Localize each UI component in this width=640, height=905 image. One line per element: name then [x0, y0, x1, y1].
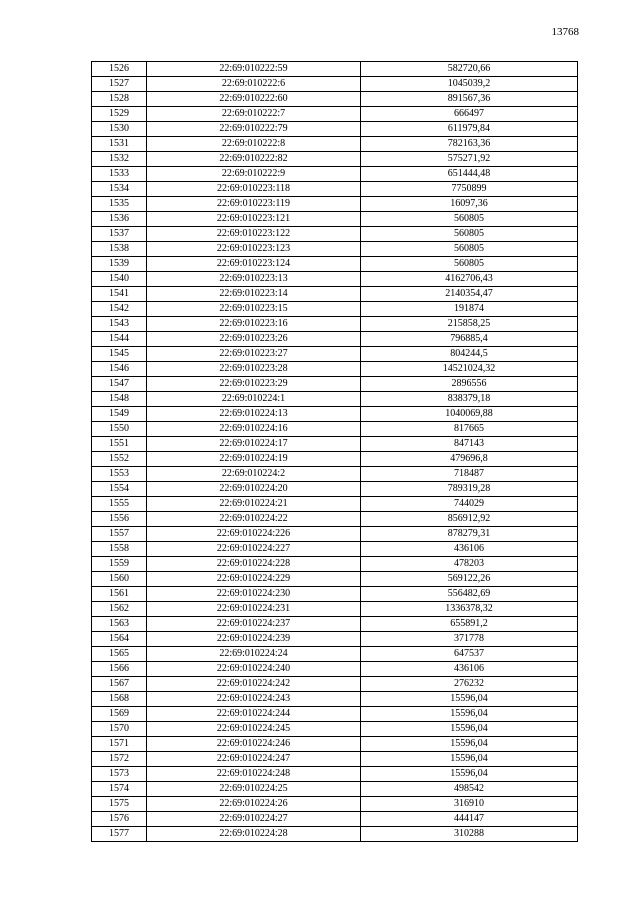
cadastral-value-cell: 804244,5 [361, 347, 578, 362]
row-number-cell: 1552 [92, 452, 147, 467]
cadastral-number-cell: 22:69:010224:1 [147, 392, 361, 407]
table-row [92, 377, 578, 392]
row-number-cell: 1560 [92, 572, 147, 587]
table-row [92, 362, 578, 377]
cadastral-value-cell: 817665 [361, 422, 578, 437]
cadastral-value-cell: 575271,92 [361, 152, 578, 167]
cadastral-value-cell: 838379,18 [361, 392, 578, 407]
cadastral-value-cell: 478203 [361, 557, 578, 572]
cadastral-value-cell: 782163,36 [361, 137, 578, 152]
cadastral-number-cell: 22:69:010224:248 [147, 767, 361, 782]
cadastral-number-cell: 22:69:010222:6 [147, 77, 361, 92]
row-number-cell: 1543 [92, 317, 147, 332]
cadastral-value-cell: 15596,04 [361, 692, 578, 707]
row-number-cell: 1541 [92, 287, 147, 302]
cadastral-value-cell: 651444,48 [361, 167, 578, 182]
cadastral-value-cell: 15596,04 [361, 767, 578, 782]
cadastral-value-cell: 582720,66 [361, 62, 578, 77]
table-body [92, 62, 578, 842]
row-number-cell: 1554 [92, 482, 147, 497]
cadastral-value-cell: 2140354,47 [361, 287, 578, 302]
table-row [92, 662, 578, 677]
row-number-cell: 1550 [92, 422, 147, 437]
table-row [92, 737, 578, 752]
cadastral-value-cell: 1336378,32 [361, 602, 578, 617]
cadastral-number-cell: 22:69:010222:59 [147, 62, 361, 77]
table-row [92, 557, 578, 572]
cadastral-value-cell: 371778 [361, 632, 578, 647]
row-number-cell: 1553 [92, 467, 147, 482]
row-number-cell: 1566 [92, 662, 147, 677]
cadastral-number-cell: 22:69:010224:229 [147, 572, 361, 587]
cadastral-value-cell: 191874 [361, 302, 578, 317]
row-number-cell: 1563 [92, 617, 147, 632]
cadastral-number-cell: 22:69:010223:121 [147, 212, 361, 227]
cadastral-number-cell: 22:69:010224:13 [147, 407, 361, 422]
cadastral-number-cell: 22:69:010224:243 [147, 692, 361, 707]
cadastral-value-cell: 16097,36 [361, 197, 578, 212]
cadastral-number-cell: 22:69:010224:17 [147, 437, 361, 452]
table-row [92, 392, 578, 407]
row-number-cell: 1555 [92, 497, 147, 512]
row-number-cell: 1551 [92, 437, 147, 452]
row-number-cell: 1527 [92, 77, 147, 92]
table-row [92, 812, 578, 827]
cadastral-number-cell: 22:69:010223:124 [147, 257, 361, 272]
table-row [92, 407, 578, 422]
row-number-cell: 1540 [92, 272, 147, 287]
row-number-cell: 1568 [92, 692, 147, 707]
cadastral-number-cell: 22:69:010224:228 [147, 557, 361, 572]
cadastral-value-cell: 856912,92 [361, 512, 578, 527]
cadastral-number-cell: 22:69:010222:9 [147, 167, 361, 182]
cadastral-value-cell: 560805 [361, 257, 578, 272]
row-number-cell: 1565 [92, 647, 147, 662]
cadastral-value-cell: 1045039,2 [361, 77, 578, 92]
table-row [92, 707, 578, 722]
cadastral-number-cell: 22:69:010223:13 [147, 272, 361, 287]
cadastral-value-cell: 498542 [361, 782, 578, 797]
cadastral-number-cell: 22:69:010223:28 [147, 362, 361, 377]
cadastral-number-cell: 22:69:010223:118 [147, 182, 361, 197]
cadastral-number-cell: 22:69:010224:245 [147, 722, 361, 737]
cadastral-number-cell: 22:69:010224:20 [147, 482, 361, 497]
row-number-cell: 1537 [92, 227, 147, 242]
row-number-cell: 1567 [92, 677, 147, 692]
cadastral-number-cell: 22:69:010224:226 [147, 527, 361, 542]
table-row [92, 497, 578, 512]
table-row [92, 182, 578, 197]
cadastral-value-cell: 556482,69 [361, 587, 578, 602]
row-number-cell: 1571 [92, 737, 147, 752]
table-row [92, 527, 578, 542]
row-number-cell: 1529 [92, 107, 147, 122]
cadastral-value-cell: 569122,26 [361, 572, 578, 587]
table-row [92, 602, 578, 617]
cadastral-value-cell: 15596,04 [361, 737, 578, 752]
cadastral-value-cell: 2896556 [361, 377, 578, 392]
cadastral-number-cell: 22:69:010224:231 [147, 602, 361, 617]
cadastral-value-cell: 560805 [361, 242, 578, 257]
cadastral-value-cell: 847143 [361, 437, 578, 452]
cadastral-value-cell: 310288 [361, 827, 578, 842]
table-row [92, 122, 578, 137]
table-row [92, 542, 578, 557]
table-row [92, 347, 578, 362]
row-number-cell: 1576 [92, 812, 147, 827]
cadastral-number-cell: 22:69:010224:246 [147, 737, 361, 752]
table-row [92, 167, 578, 182]
cadastral-number-cell: 22:69:010224:227 [147, 542, 361, 557]
table-row [92, 767, 578, 782]
row-number-cell: 1526 [92, 62, 147, 77]
row-number-cell: 1564 [92, 632, 147, 647]
cadastral-value-cell: 655891,2 [361, 617, 578, 632]
row-number-cell: 1577 [92, 827, 147, 842]
row-number-cell: 1572 [92, 752, 147, 767]
table-row [92, 107, 578, 122]
cadastral-number-cell: 22:69:010223:123 [147, 242, 361, 257]
row-number-cell: 1575 [92, 797, 147, 812]
table-row [92, 482, 578, 497]
table-row [92, 632, 578, 647]
table-row [92, 197, 578, 212]
cadastral-value-cell: 316910 [361, 797, 578, 812]
table-row [92, 92, 578, 107]
cadastral-value-cell: 276232 [361, 677, 578, 692]
cadastral-number-cell: 22:69:010224:28 [147, 827, 361, 842]
row-number-cell: 1538 [92, 242, 147, 257]
cadastral-value-cell: 789319,28 [361, 482, 578, 497]
cadastral-value-cell: 796885,4 [361, 332, 578, 347]
cadastral-value-cell: 436106 [361, 662, 578, 677]
table-row [92, 227, 578, 242]
row-number-cell: 1556 [92, 512, 147, 527]
table-row [92, 152, 578, 167]
row-number-cell: 1548 [92, 392, 147, 407]
cadastral-value-cell: 666497 [361, 107, 578, 122]
row-number-cell: 1557 [92, 527, 147, 542]
table-row [92, 257, 578, 272]
cadastral-value-cell: 436106 [361, 542, 578, 557]
row-number-cell: 1570 [92, 722, 147, 737]
cadastral-number-cell: 22:69:010223:16 [147, 317, 361, 332]
row-number-cell: 1562 [92, 602, 147, 617]
cadastral-value-cell: 479696,8 [361, 452, 578, 467]
cadastral-number-cell: 22:69:010223:27 [147, 347, 361, 362]
cadastral-value-cell: 611979,84 [361, 122, 578, 137]
table-row [92, 77, 578, 92]
cadastral-number-cell: 22:69:010223:26 [147, 332, 361, 347]
row-number-cell: 1536 [92, 212, 147, 227]
row-number-cell: 1559 [92, 557, 147, 572]
cadastral-number-cell: 22:69:010224:2 [147, 467, 361, 482]
cadastral-value-cell: 15596,04 [361, 752, 578, 767]
cadastral-value-cell: 718487 [361, 467, 578, 482]
cadastral-number-cell: 22:69:010222:79 [147, 122, 361, 137]
table-row [92, 572, 578, 587]
row-number-cell: 1569 [92, 707, 147, 722]
cadastral-number-cell: 22:69:010224:230 [147, 587, 361, 602]
table-row [92, 212, 578, 227]
row-number-cell: 1528 [92, 92, 147, 107]
row-number-cell: 1549 [92, 407, 147, 422]
cadastral-value-cell: 744029 [361, 497, 578, 512]
table-row [92, 302, 578, 317]
cadastral-number-cell: 22:69:010222:7 [147, 107, 361, 122]
cadastral-number-cell: 22:69:010224:16 [147, 422, 361, 437]
row-number-cell: 1561 [92, 587, 147, 602]
table-row [92, 62, 578, 77]
cadastral-value-cell: 215858,25 [361, 317, 578, 332]
cadastral-value-cell: 560805 [361, 227, 578, 242]
table-row [92, 692, 578, 707]
row-number-cell: 1532 [92, 152, 147, 167]
table-row [92, 587, 578, 602]
row-number-cell: 1531 [92, 137, 147, 152]
row-number-cell: 1558 [92, 542, 147, 557]
cadastral-number-cell: 22:69:010222:82 [147, 152, 361, 167]
table-row [92, 677, 578, 692]
cadastral-value-cell: 891567,36 [361, 92, 578, 107]
cadastral-value-cell: 7750899 [361, 182, 578, 197]
cadastral-value-cell: 1040069,88 [361, 407, 578, 422]
table-row [92, 272, 578, 287]
row-number-cell: 1533 [92, 167, 147, 182]
cadastral-value-cell: 15596,04 [361, 707, 578, 722]
row-number-cell: 1542 [92, 302, 147, 317]
row-number-cell: 1539 [92, 257, 147, 272]
cadastral-number-cell: 22:69:010224:242 [147, 677, 361, 692]
cadastral-number-cell: 22:69:010222:8 [147, 137, 361, 152]
table-row [92, 287, 578, 302]
table-row [92, 647, 578, 662]
row-number-cell: 1546 [92, 362, 147, 377]
table-row [92, 782, 578, 797]
table-row [92, 437, 578, 452]
cadastral-number-cell: 22:69:010224:21 [147, 497, 361, 512]
cadastral-value-cell: 444147 [361, 812, 578, 827]
table-row [92, 242, 578, 257]
row-number-cell: 1547 [92, 377, 147, 392]
table-row [92, 422, 578, 437]
table-row [92, 332, 578, 347]
cadastral-number-cell: 22:69:010224:239 [147, 632, 361, 647]
cadastral-value-cell: 878279,31 [361, 527, 578, 542]
cadastral-number-cell: 22:69:010223:119 [147, 197, 361, 212]
cadastral-number-cell: 22:69:010224:25 [147, 782, 361, 797]
cadastral-number-cell: 22:69:010223:122 [147, 227, 361, 242]
cadastral-number-cell: 22:69:010223:14 [147, 287, 361, 302]
cadastral-number-cell: 22:69:010224:247 [147, 752, 361, 767]
cadastral-value-table [91, 61, 578, 842]
table-row [92, 467, 578, 482]
row-number-cell: 1544 [92, 332, 147, 347]
cadastral-number-cell: 22:69:010224:244 [147, 707, 361, 722]
cadastral-value-cell: 560805 [361, 212, 578, 227]
row-number-cell: 1534 [92, 182, 147, 197]
cadastral-value-cell: 647537 [361, 647, 578, 662]
cadastral-number-cell: 22:69:010222:60 [147, 92, 361, 107]
page-number: 13768 [551, 26, 579, 38]
cadastral-number-cell: 22:69:010224:26 [147, 797, 361, 812]
row-number-cell: 1535 [92, 197, 147, 212]
cadastral-number-cell: 22:69:010224:19 [147, 452, 361, 467]
row-number-cell: 1530 [92, 122, 147, 137]
cadastral-number-cell: 22:69:010224:22 [147, 512, 361, 527]
cadastral-number-cell: 22:69:010224:27 [147, 812, 361, 827]
cadastral-number-cell: 22:69:010223:29 [147, 377, 361, 392]
cadastral-value-cell: 15596,04 [361, 722, 578, 737]
row-number-cell: 1545 [92, 347, 147, 362]
row-number-cell: 1573 [92, 767, 147, 782]
table-row [92, 617, 578, 632]
table-row [92, 722, 578, 737]
cadastral-number-cell: 22:69:010224:240 [147, 662, 361, 677]
table-row [92, 317, 578, 332]
table-row [92, 512, 578, 527]
cadastral-number-cell: 22:69:010223:15 [147, 302, 361, 317]
row-number-cell: 1574 [92, 782, 147, 797]
table-row [92, 752, 578, 767]
cadastral-value-cell: 14521024,32 [361, 362, 578, 377]
cadastral-number-cell: 22:69:010224:237 [147, 617, 361, 632]
cadastral-value-cell: 4162706,43 [361, 272, 578, 287]
table-row [92, 797, 578, 812]
table-row [92, 452, 578, 467]
cadastral-number-cell: 22:69:010224:24 [147, 647, 361, 662]
table-row [92, 137, 578, 152]
table-row [92, 827, 578, 842]
